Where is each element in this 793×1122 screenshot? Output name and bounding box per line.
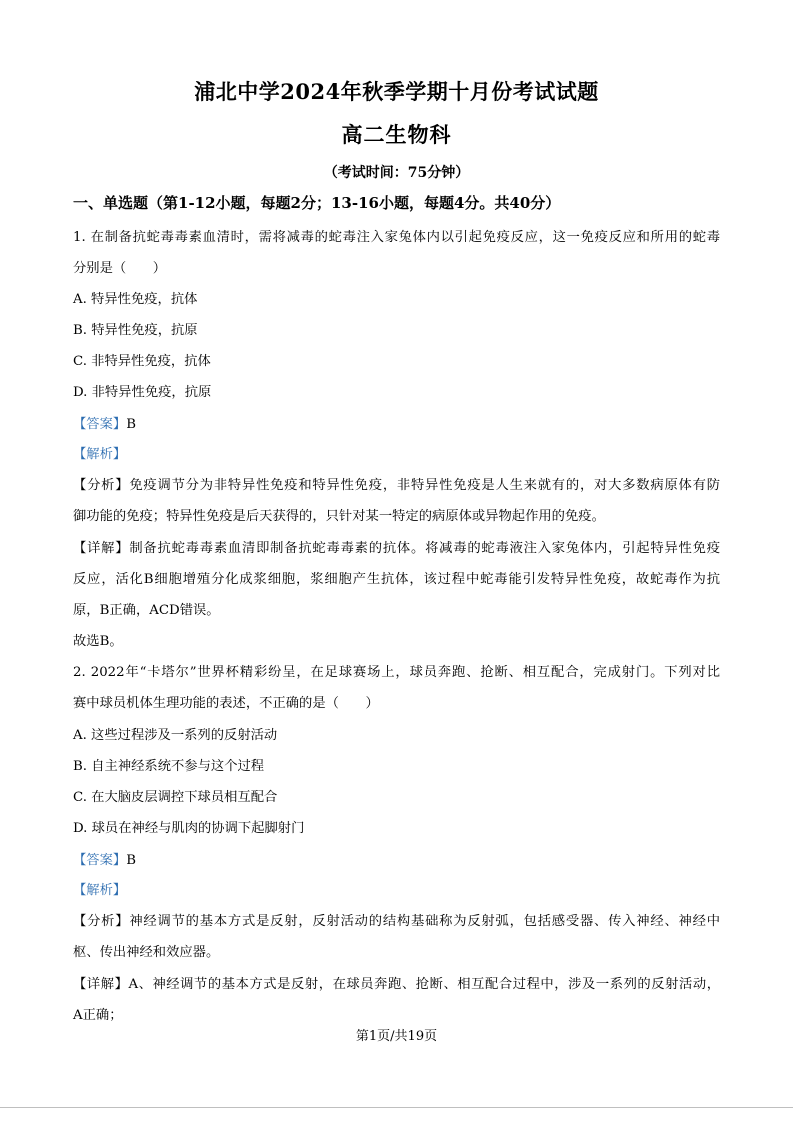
q1-fenxi-line2: 御功能的免疫；特异性免疫是后天获得的，只针对某一特定的病原体或异物起作用的免疫。 bbox=[73, 509, 605, 524]
page-footer: 第1页/共19页 bbox=[355, 1029, 438, 1044]
q1-option-d: D. 非特异性免疫，抗原 bbox=[73, 385, 212, 400]
q2-stem-line1: 2. 2022年“卡塔尔”世界杯精彩纷呈，在足球赛场上，球员奔跑、抢断、相互配合，完成射门。下列对比 bbox=[73, 665, 720, 680]
bottom-divider bbox=[0, 1107, 793, 1108]
answer-value: B bbox=[126, 853, 136, 868]
q1-conclusion: 故选B。 bbox=[73, 634, 123, 649]
q2-fenxi-line2: 枢、传出神经和效应器。 bbox=[73, 945, 220, 960]
xiangjie-tag: 【详解】 bbox=[73, 977, 129, 992]
q1-answer bbox=[73, 413, 136, 432]
section-heading: 一、单选题（第1-12小题，每题2分；13-16小题，每题4分。共40分） bbox=[73, 194, 561, 212]
q1-stem-line2: 分别是（ ） bbox=[73, 261, 167, 276]
q1-xiangjie-line2: 反应，活化B细胞增殖分化成浆细胞，浆细胞产生抗体，该过程中蛇毒能引发特异性免疫，故蛇毒作为抗 bbox=[73, 572, 720, 587]
q2-option-b: B. 自主神经系统不参与这个过程 bbox=[73, 759, 265, 774]
q2-option-a: A. 这些过程涉及一系列的反射活动 bbox=[73, 728, 278, 743]
analysis-tag: 【解析】 bbox=[73, 447, 127, 462]
q2-option-c: C. 在大脑皮层调控下球员相互配合 bbox=[73, 790, 278, 805]
q1-analysis-tag bbox=[73, 443, 126, 462]
exam-title: 浦北中学2024年秋季学期十月份考试试题 bbox=[194, 79, 599, 104]
exam-subtitle: 高二生物科 bbox=[341, 122, 452, 147]
q1-option-a: A. 特异性免疫，抗体 bbox=[73, 292, 198, 307]
q2-option-d: D. 球员在神经与肌肉的协调下起脚射门 bbox=[73, 821, 305, 836]
q1-option-c: C. 非特异性免疫，抗体 bbox=[73, 354, 211, 369]
q2-xiangjie-line1: 【详解】A、神经调节的基本方式是反射，在球员奔跑、抢断、相互配合过程中，涉及一系列的反射活动， bbox=[73, 977, 721, 992]
fenxi-tag: 【分析】 bbox=[73, 914, 130, 929]
q1-xiangjie-line1: 【详解】制备抗蛇毒毒素血清即制备抗蛇毒毒素的抗体。将减毒的蛇毒液注入家兔体内，引起特异性免疫 bbox=[73, 541, 721, 556]
q1-fenxi-line1: 【分析】免疫调节分为非特异性免疫和特异性免疫，非特异性免疫是人生来就有的，对大多数病原体有防 bbox=[73, 478, 721, 493]
q2-answer bbox=[73, 849, 136, 868]
q1-stem-line1: 1. 在制备抗蛇毒毒素血清时，需将减毒的蛇毒注入家兔体内以引起免疫反应，这一免疫反应和所用的蛇毒 bbox=[73, 230, 720, 245]
q2-xiangjie-line2: A正确； bbox=[73, 1008, 123, 1023]
q2-analysis-tag bbox=[73, 879, 126, 898]
exam-time: （考试时间：75分钟） bbox=[323, 165, 470, 181]
analysis-tag: 【解析】 bbox=[73, 883, 127, 898]
answer-tag: 【答案】 bbox=[73, 853, 127, 868]
xiangjie-tag: 【详解】 bbox=[73, 541, 130, 556]
q2-fenxi-line1: 【分析】神经调节的基本方式是反射，反射活动的结构基础称为反射弧，包括感受器、传入神经、神经中 bbox=[73, 914, 721, 929]
answer-tag: 【答案】 bbox=[73, 417, 127, 432]
fenxi-tag: 【分析】 bbox=[73, 478, 130, 493]
answer-value: B bbox=[126, 417, 136, 432]
q1-option-b: B. 特异性免疫，抗原 bbox=[73, 323, 198, 338]
q2-stem-line2: 赛中球员机体生理功能的表述，不正确的是（ ） bbox=[73, 696, 379, 711]
q1-xiangjie-line3: 原，B正确，ACD错误。 bbox=[73, 603, 220, 618]
